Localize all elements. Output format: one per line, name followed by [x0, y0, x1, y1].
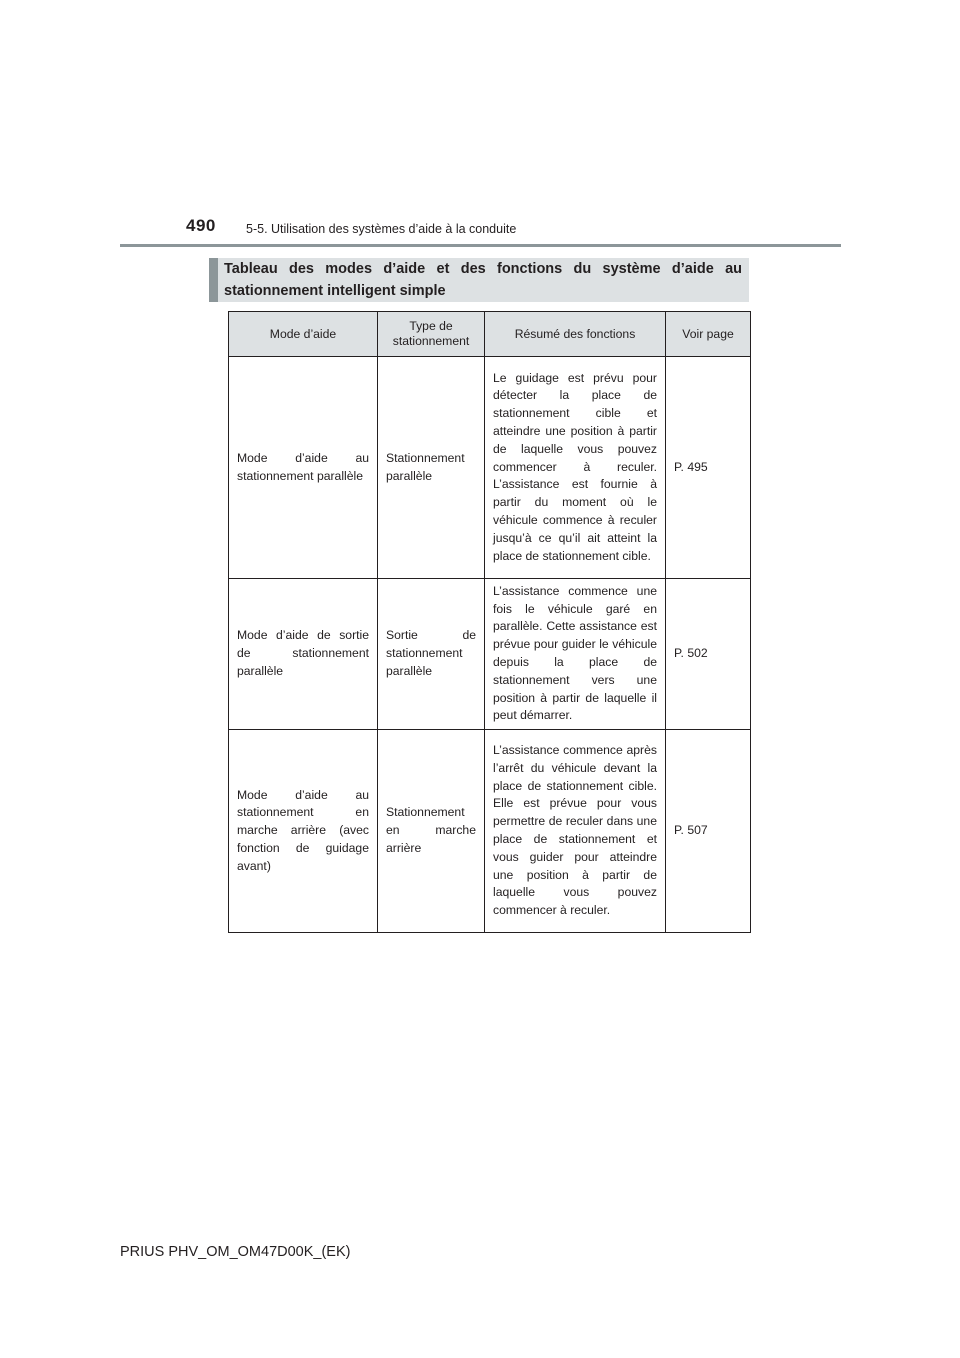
- cell-mode: Mode d’aide au stationnement parallèle: [229, 357, 378, 579]
- cell-type: Stationnement parallèle: [378, 357, 485, 579]
- cell-type: Sortie de stationnement parallèle: [378, 579, 485, 730]
- section-heading-bar: [209, 258, 218, 302]
- table-header-row: [229, 312, 751, 357]
- section-title: Tableau des modes d’aide et des fonctions du système d’aide au stationnement intelligent simple: [224, 261, 742, 299]
- table-row: [229, 579, 751, 730]
- cell-summary: L’assistance commence une fois le véhicule garé en parallèle. Cette assistance est prévue pour guider le véhicule depuis la place de stationnement vers une position à partir de laquelle il peut démarrer.: [485, 579, 666, 730]
- cell-mode: Mode d’aide au stationnement en marche arrière (avec fonction de guidage avant): [229, 730, 378, 933]
- assist-modes-table: [228, 311, 751, 933]
- table-row: [229, 730, 751, 933]
- document-code: PRIUS PHV_OM_OM47D00K_(EK): [120, 1244, 351, 1260]
- section-heading-box: [209, 258, 749, 302]
- cell-page-ref: P. 495: [666, 357, 751, 579]
- column-header-summary: Résumé des fonctions: [485, 312, 666, 357]
- chapter-header: 5-5. Utilisation des systèmes d’aide à la conduite: [246, 222, 517, 236]
- cell-page-ref: P. 507: [666, 730, 751, 933]
- cell-type: Stationnement en marche arrière: [378, 730, 485, 933]
- header-divider: [120, 244, 841, 247]
- page-number: 490: [186, 216, 216, 235]
- column-header-mode: Mode d’aide: [229, 312, 378, 357]
- column-header-type: Type de stationnement: [378, 312, 485, 357]
- column-header-page: Voir page: [666, 312, 751, 357]
- table-row: [229, 357, 751, 579]
- cell-mode: Mode d’aide de sortie de stationnement parallèle: [229, 579, 378, 730]
- cell-summary: L’assistance commence après l’arrêt du véhicule devant la place de stationnement cible. Elle est prévue pour vous permettre de reculer dans une place de stationnement et vous guider pour atteindre une position à partir de laquelle vous pouvez commencer à reculer.: [485, 730, 666, 933]
- cell-summary: Le guidage est prévu pour détecter la place de stationnement cible et atteindre une position à partir de laquelle vous pouvez commencer à reculer. L’assistance est fournie à partir du moment où le véhicule commence à reculer jusqu’à ce qu’il ait atteint la place de stationnement cible.: [485, 357, 666, 579]
- cell-page-ref: P. 502: [666, 579, 751, 730]
